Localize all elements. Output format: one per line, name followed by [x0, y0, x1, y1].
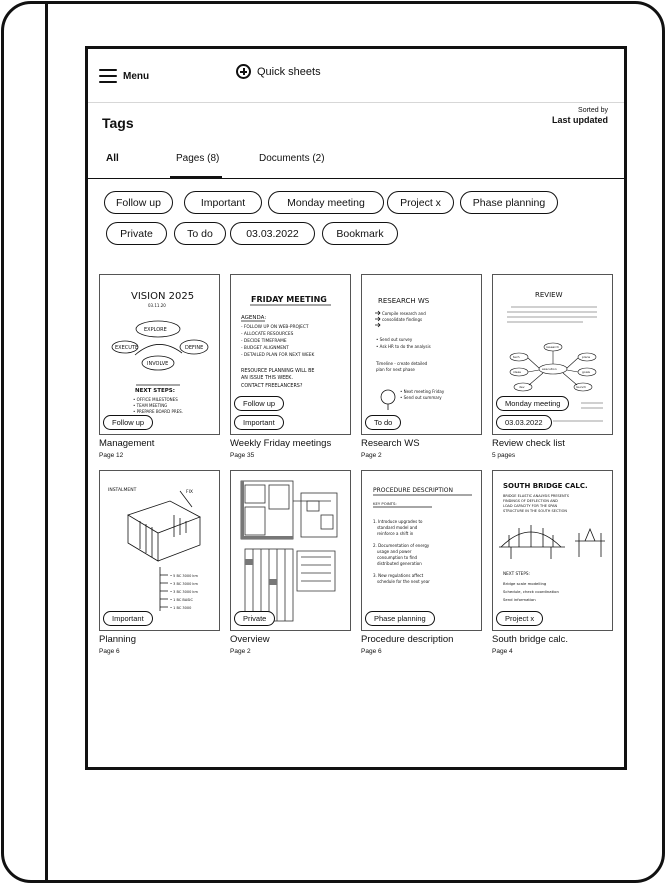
chip-bookmark[interactable]: Bookmark: [322, 222, 398, 245]
card-tag-badge[interactable]: 03.03.2022: [496, 415, 552, 430]
tab-pages[interactable]: Pages (8): [176, 153, 220, 164]
agenda-item: - BUDGET ALIGNMENT: [241, 346, 289, 351]
chip-project-x[interactable]: Project x: [387, 191, 454, 214]
note-line: • Next meeting Friday: [400, 389, 445, 394]
note-line: CONTACT FREELANCERS?: [241, 384, 303, 389]
page-thumbnail[interactable]: [361, 470, 482, 631]
note-line: Compile research and: [382, 311, 426, 316]
page-card-management[interactable]: [99, 274, 220, 459]
node-label: launch: [576, 385, 587, 389]
page-thumbnail[interactable]: [99, 470, 220, 631]
card-title: South bridge calc.: [492, 634, 569, 645]
page-card-procedure-description[interactable]: [361, 470, 482, 655]
sketch-heading: RESEARCH WS: [378, 297, 430, 305]
steps-heading: NEXT STEPS:: [503, 571, 530, 576]
sketch-research: [362, 275, 482, 435]
note-line: 2. Documentation of energy: [373, 543, 430, 548]
chip-follow-up[interactable]: Follow up: [104, 191, 173, 214]
chip-monday-meeting[interactable]: Monday meeting: [268, 191, 384, 214]
card-tag-badge[interactable]: Follow up: [234, 396, 284, 411]
note-line: plan for next phase: [376, 367, 415, 372]
card-title: Management: [99, 438, 155, 449]
card-title: Review check list: [492, 438, 565, 449]
step-line: • OFFICE MILESTONES: [133, 397, 178, 402]
note-line: BRIDGE ELASTIC ANALYSIS PRESENTS: [503, 494, 569, 498]
card-subtitle: Page 35: [230, 452, 255, 459]
note-line: 3. New regulations affect: [373, 573, 424, 578]
node-label: dev: [519, 385, 525, 389]
chip-private[interactable]: Private: [106, 222, 167, 245]
note-line: AN ISSUE THIS WEEK.: [241, 376, 293, 381]
agenda-item: - FOLLOW UP ON WEB-PROJECT: [241, 325, 309, 330]
chip-to-do[interactable]: To do: [174, 222, 226, 245]
bubble-text: EXPLORE: [144, 327, 167, 333]
chip-important[interactable]: Important: [184, 191, 262, 214]
card-subtitle: Page 2: [361, 452, 382, 459]
step-line: • TEAM MEETING: [133, 403, 168, 408]
screen: [85, 46, 627, 770]
page-thumbnail[interactable]: [230, 274, 351, 435]
page-card-weekly-friday-meetings[interactable]: [230, 274, 351, 459]
node-label: plans: [582, 355, 591, 359]
card-tag-badge[interactable]: Important: [103, 611, 153, 626]
quick-sheets-button[interactable]: [236, 64, 321, 79]
steps-heading: NEXT STEPS:: [135, 388, 175, 394]
card-title: Research WS: [361, 438, 420, 449]
card-title: Overview: [230, 634, 270, 645]
sketch-procedure: [362, 471, 482, 631]
card-subtitle: Page 12: [99, 452, 124, 459]
note-line: schedule for the next year: [377, 579, 430, 584]
sketch-heading: INSTALMENT: [108, 488, 137, 493]
agenda-item: - DETAILED PLAN FOR NEXT WEEK: [241, 353, 315, 358]
page-card-overview[interactable]: [230, 470, 351, 655]
tab-all[interactable]: All: [106, 153, 119, 164]
sort-caption: Sorted by: [578, 107, 608, 114]
note-line: Timeline - create detailed: [376, 361, 428, 366]
note-line: reinforce a shift in: [377, 531, 414, 536]
node-label: goals: [582, 370, 590, 374]
node-label: research: [546, 345, 559, 349]
card-subtitle: Page 6: [99, 648, 120, 655]
sketch-planning: [100, 471, 220, 631]
sketch-floor-plan: [231, 471, 351, 631]
page-card-south-bridge-calc[interactable]: [492, 470, 613, 655]
sketch-subheading: KEY POINTS:: [373, 501, 397, 506]
page-thumbnail[interactable]: [492, 470, 613, 631]
card-tag-badge[interactable]: Project x: [496, 611, 543, 626]
sketch-agenda: AGENDA:: [241, 315, 267, 321]
sketch-friday-meeting: [231, 275, 351, 435]
list-line: • 5 BC 3000 km: [170, 574, 198, 578]
card-subtitle: Page 2: [230, 648, 251, 655]
hamburger-icon: [99, 69, 117, 83]
note-line: RESOURCE PLANNING WILL BE: [241, 369, 315, 374]
note-line: consumption to find: [377, 555, 418, 560]
node-label: ideas: [513, 370, 521, 374]
card-subtitle: Page 4: [492, 648, 513, 655]
card-tag-badge[interactable]: Monday meeting: [496, 396, 569, 411]
plus-circle-icon: [236, 64, 251, 79]
step-line: Send information: [503, 597, 536, 602]
device-spine: [45, 4, 48, 880]
list-line: • 3 BC 3000 km: [170, 590, 198, 594]
page-thumbnail[interactable]: [361, 274, 482, 435]
note-line: standard model and: [377, 525, 418, 530]
card-tag-badge[interactable]: Phase planning: [365, 611, 435, 626]
sort-value[interactable]: Last updated: [551, 115, 608, 125]
step-line: Schedule, check coordination: [503, 589, 559, 594]
note-line: • Send out summary: [400, 395, 442, 400]
card-tag-badge[interactable]: Follow up: [103, 415, 153, 430]
sketch-heading: SOUTH BRIDGE CALC.: [503, 482, 588, 490]
sketch-heading: VISION 2025: [131, 291, 195, 302]
page-thumbnail[interactable]: [492, 274, 613, 435]
sketch-vision: [100, 275, 220, 435]
menu-button[interactable]: [99, 65, 149, 87]
page-title: Tags: [102, 115, 134, 131]
menu-label: Menu: [123, 70, 150, 82]
card-tag-badge[interactable]: To do: [365, 415, 401, 430]
card-title: Planning: [99, 634, 136, 645]
card-title: Weekly Friday meetings: [230, 438, 332, 449]
step-line: Bridge scale modelling: [503, 581, 547, 586]
note-line: • Send out survey: [376, 337, 413, 342]
chip-date[interactable]: 03.03.2022: [230, 222, 315, 245]
sketch-review: [493, 275, 613, 435]
sketch-heading: FRIDAY MEETING: [251, 295, 327, 304]
quick-sheets-label: Quick sheets: [257, 65, 321, 78]
step-line: • PREPARE BOARD PRES.: [133, 409, 183, 414]
list-line: • 3 BC 3000 km: [170, 582, 198, 586]
sketch-bridge: [493, 471, 613, 631]
note-line: • Ask HR to do the analysis: [376, 344, 431, 349]
chip-phase-planning[interactable]: Phase planning: [460, 191, 558, 214]
tablet-frame: [1, 1, 665, 883]
page-card-planning[interactable]: [99, 470, 220, 655]
tab-bar: [88, 149, 624, 179]
card-tag-badge[interactable]: Private: [234, 611, 275, 626]
card-title: Procedure description: [361, 634, 454, 645]
agenda-item: - DECIDE TIMEFRAME: [241, 339, 287, 344]
list-line: • 1 BC 3000: [170, 606, 192, 610]
note-line: LOAD CAPACITY FOR THE SPAN: [503, 504, 558, 508]
sketch-date: 03.11.20: [148, 303, 166, 308]
note-line: STRUCTURE IN THE SOUTH SECTION: [503, 509, 567, 513]
bubble-text: INVOLVE: [147, 361, 169, 367]
card-tag-badge[interactable]: Important: [234, 415, 284, 430]
node-label: tech: [513, 355, 520, 359]
bubble-text: EXECUTE: [115, 345, 139, 351]
card-subtitle: 5 pages: [492, 452, 516, 459]
sketch-heading: PROCEDURE DESCRIPTION: [373, 487, 453, 494]
card-subtitle: Page 6: [361, 648, 382, 655]
tab-documents[interactable]: Documents (2): [259, 153, 325, 164]
sort-control[interactable]: [552, 107, 608, 125]
page-card-review-check-list[interactable]: [492, 274, 613, 459]
top-bar: [88, 49, 624, 103]
node-label: execution: [542, 367, 557, 371]
note-line: consolidate findings: [382, 317, 423, 322]
sketch-heading: REVIEW: [535, 291, 563, 299]
tab-selected-underline: [170, 176, 222, 179]
list-line: • 1 BC BASIC: [170, 598, 193, 602]
page-thumbnail[interactable]: [99, 274, 220, 435]
note-line: 1. Introduce upgrades to: [373, 519, 423, 524]
note-line: distributed generation: [377, 561, 422, 566]
note-line: FINDINGS OF DEFLECTION AND: [503, 499, 558, 503]
sketch-label: FIX: [186, 490, 193, 495]
page-thumbnail[interactable]: [230, 470, 351, 631]
page-card-research-ws[interactable]: [361, 274, 482, 459]
bubble-text: DEFINE: [185, 345, 204, 351]
note-line: usage and power: [377, 549, 412, 554]
agenda-item: - ALLOCATE RESOURCES: [241, 332, 294, 337]
